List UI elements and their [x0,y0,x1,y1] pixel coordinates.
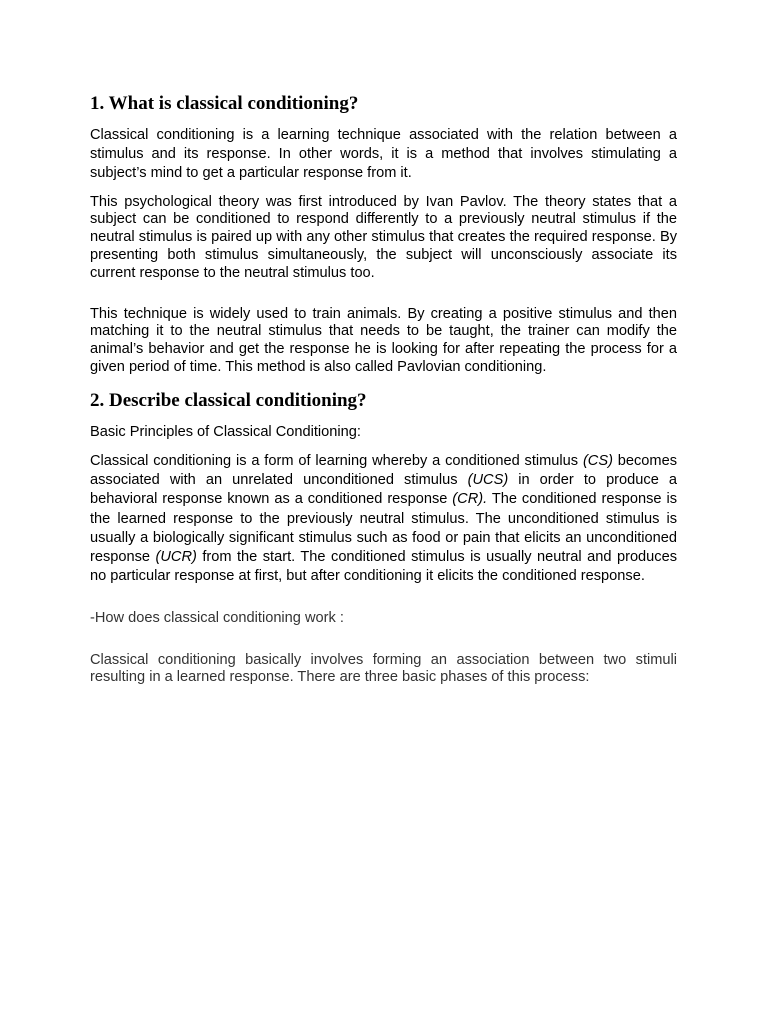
definition-text-1: Classical conditioning is a form of learning whereby a conditioned stimulus [90,452,583,469]
definition-paragraph [90,452,677,586]
cr-term: (CR). [452,491,488,508]
definition-text-4: The conditioned response is the learned response to the previously neutral stimulus. The unconditioned stimulus is usually a biologically significant stimulus such as food or pain that elicits an unconditioned response [90,491,677,565]
how-it-works-paragraph: Classical conditioning basically involves forming an association between two stimuli resulting in a learned response. There are three basic phases of this process: [90,651,677,686]
document-page [90,92,677,697]
section-1-paragraph-2: This psychological theory was first introduced by Ivan Pavlov. The theory states that a subject can be conditioned to respond differently to a previously neutral stimulus if the neutral stimulus is paired up with any other stimulus that creates the required response. By presenting both stimulus simultaneously, the subject will unconsciously associate its current response to the neutral stimulus too. [90,193,677,281]
ucr-term: (UCR) [155,549,197,565]
section-1-paragraph-3: This technique is widely used to train animals. By creating a positive stimulus and then matching it to the neutral stimulus that needs to be taught, the trainer can modify the animal’s behavior and get the response he is looking for after repeating the process for a given period of time. This method is also called Pavlovian conditioning. [90,305,677,375]
definition-text-5: from the start. The conditioned stimulus is usually neutral and produces no particular response at first, but after conditioning it elicits the conditioned response. [90,549,677,585]
ucs-term: (UCS) [467,472,509,489]
basic-principles-label: Basic Principles of Classical Conditioning: [90,423,361,440]
section-1-paragraph-1: Classical conditioning is a learning technique associated with the relation between a stimulus and its response. In other words, it is a method that involves stimulating a subject’s mind to get a particular response from it. [90,127,677,182]
how-it-works-label: -How does classical conditioning work : [90,610,344,627]
definition-text-2: becomes associated with an unrelated unconditioned stimulus [90,452,677,489]
section-1-heading: 1. What is classical conditioning? [90,93,359,114]
definition-text-3: in order to produce a behavioral response known as a conditioned response [90,472,677,508]
cs-term: (CS) [582,452,613,469]
section-2-heading: 2. Describe classical conditioning? [90,389,367,411]
